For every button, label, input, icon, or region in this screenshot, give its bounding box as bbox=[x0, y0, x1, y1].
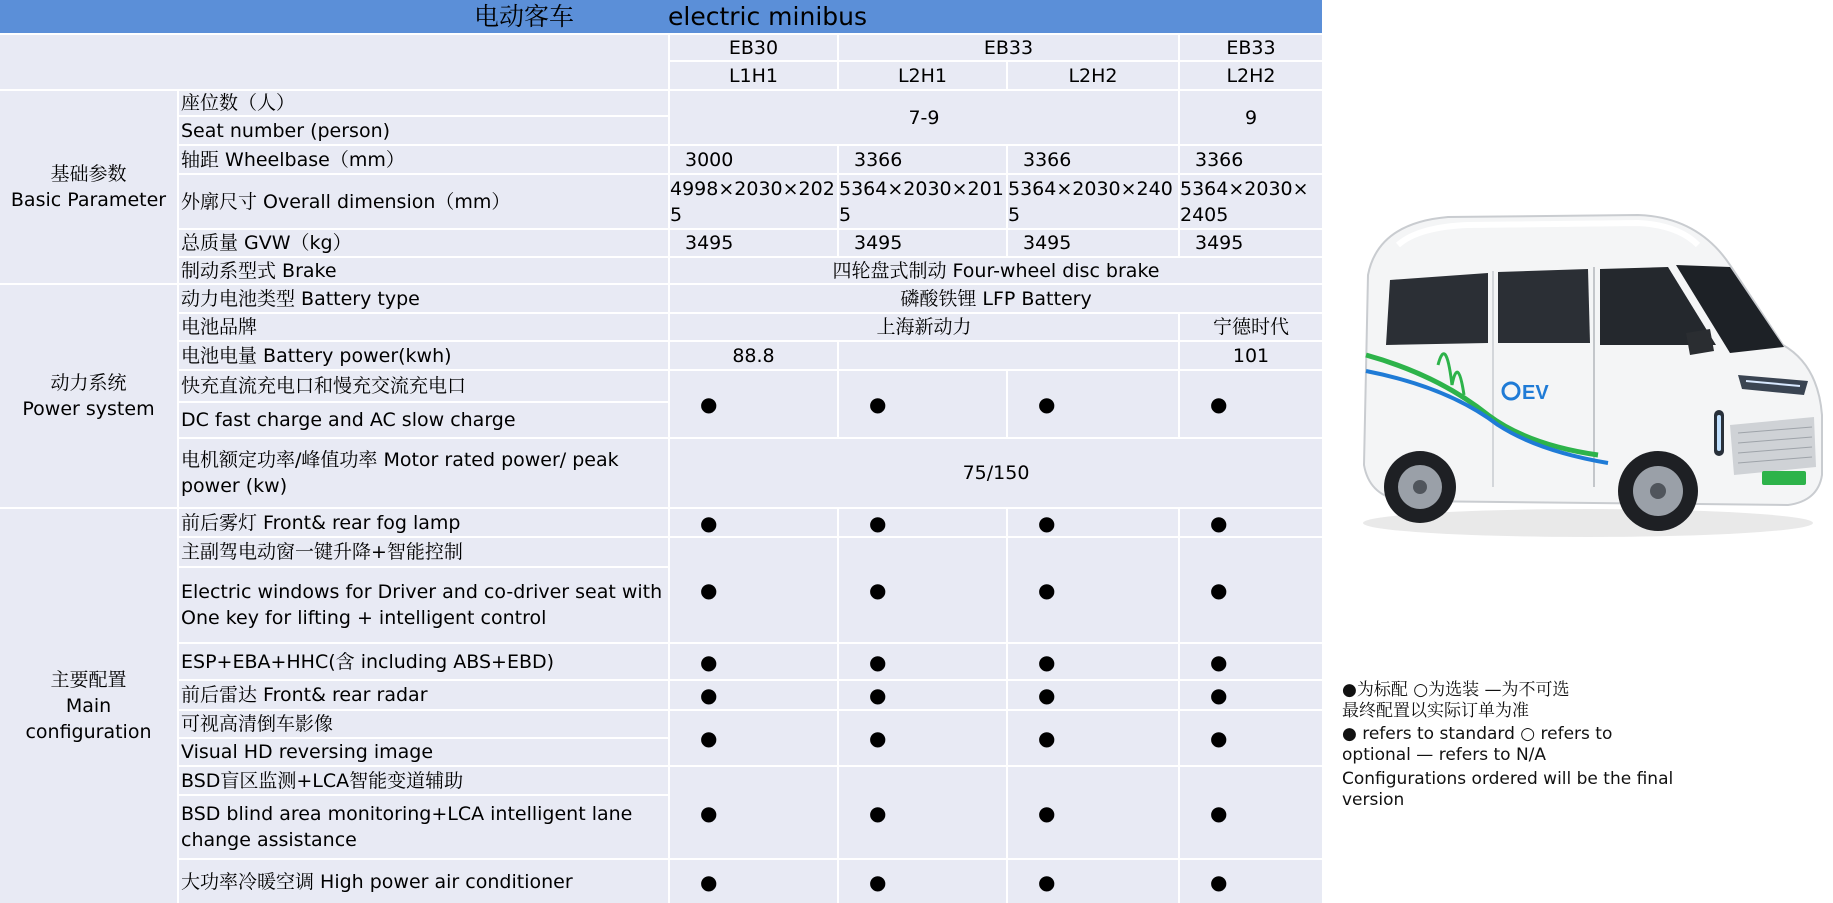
bsd-label-en: BSD blind area monitoring+LCA intelligent lane change assistance bbox=[179, 796, 668, 858]
esp-dot-1: ● bbox=[670, 644, 837, 679]
legend-notes bbox=[1342, 680, 1802, 811]
dimension-value-4: 5364×2030× 2405 bbox=[1180, 175, 1322, 228]
battery-power-value-b: 101 bbox=[1180, 342, 1322, 369]
dimension-value-2: 5364×2030×201 5 bbox=[839, 175, 1006, 228]
reversing-label-en: Visual HD reversing image bbox=[179, 739, 668, 765]
bsd-dot-2: ● bbox=[839, 767, 1006, 858]
wheelbase-value-3: 3366 bbox=[1008, 146, 1178, 173]
esp-label: ESP+EBA+HHC(含 including ABS+EBD) bbox=[179, 644, 668, 679]
variant-3: L2H2 bbox=[1008, 62, 1178, 89]
group-power: 动力系统 Power system bbox=[0, 285, 177, 507]
seat-value-b: 9 bbox=[1180, 91, 1322, 144]
ac-dot-4: ● bbox=[1180, 860, 1322, 903]
fog-label: 前后雾灯 Front& rear fog lamp bbox=[179, 509, 668, 536]
dimension-value-3: 5364×2030×240 5 bbox=[1008, 175, 1178, 228]
ac-dot-3: ● bbox=[1008, 860, 1178, 903]
radar-dot-3: ● bbox=[1008, 681, 1178, 709]
windows-dot-4: ● bbox=[1180, 538, 1322, 642]
charge-dot-3: ● bbox=[1008, 371, 1178, 437]
gvw-label: 总质量 GVW（kg） bbox=[179, 230, 668, 256]
seat-label-cn: 座位数（人） bbox=[179, 91, 668, 115]
variant-1: L1H1 bbox=[670, 62, 837, 89]
gvw-value-4: 3495 bbox=[1180, 230, 1322, 256]
dimension-label: 外廓尺寸 Overall dimension（mm） bbox=[179, 175, 668, 228]
battery-power-blank bbox=[839, 342, 1178, 369]
battery-brand-label: 电池品牌 bbox=[179, 314, 668, 340]
battery-type-value: 磷酸铁锂 LFP Battery bbox=[670, 285, 1322, 312]
legend-line-3: ● refers to standard ○ refers to optional — refers to N/A bbox=[1342, 724, 1613, 765]
battery-power-value: 88.8 bbox=[670, 342, 837, 369]
battery-power-label: 电池电量 Battery power(kwh) bbox=[179, 342, 668, 369]
group-basic: 基础参数 Basic Parameter bbox=[0, 91, 177, 283]
battery-brand-value: 上海新动力 bbox=[670, 314, 1178, 340]
group-main: 主要配置 Main configuration bbox=[0, 509, 177, 903]
fog-dot-1: ● bbox=[670, 509, 837, 536]
wheelbase-value-4: 3366 bbox=[1180, 146, 1322, 173]
title-cn: 电动客车 bbox=[474, 2, 575, 31]
brake-value: 四轮盘式制动 Four-wheel disc brake bbox=[670, 258, 1322, 283]
corner-cell bbox=[0, 35, 668, 89]
charge-dot-1: ● bbox=[670, 371, 837, 437]
wheelbase-value-2: 3366 bbox=[839, 146, 1006, 173]
radar-dot-4: ● bbox=[1180, 681, 1322, 709]
reversing-label-cn: 可视高清倒车影像 bbox=[179, 711, 668, 737]
model-eb30: EB30 bbox=[670, 35, 837, 60]
svg-text:EV: EV bbox=[1522, 382, 1549, 404]
charge-label-cn: 快充直流充电口和慢充交流充电口 bbox=[179, 371, 668, 401]
bsd-dot-4: ● bbox=[1180, 767, 1322, 858]
gvw-value-1: 3495 bbox=[670, 230, 837, 256]
charge-dot-2: ● bbox=[839, 371, 1006, 437]
fog-dot-3: ● bbox=[1008, 509, 1178, 536]
windows-dot-2: ● bbox=[839, 538, 1006, 642]
motor-label: 电机额定功率/峰值功率 Motor rated power/ peak power (kw) bbox=[179, 439, 668, 507]
reversing-dot-4: ● bbox=[1180, 711, 1322, 765]
fog-dot-2: ● bbox=[839, 509, 1006, 536]
radar-label: 前后雷达 Front& rear radar bbox=[179, 681, 668, 709]
model-eb33: EB33 bbox=[839, 35, 1178, 60]
table-header-bar bbox=[0, 0, 1322, 33]
reversing-dot-1: ● bbox=[670, 711, 837, 765]
battery-brand-value-b: 宁德时代 bbox=[1180, 314, 1322, 340]
ac-label: 大功率冷暖空调 High power air conditioner bbox=[179, 860, 668, 903]
charge-dot-4: ● bbox=[1180, 371, 1322, 437]
title-en: electric minibus bbox=[668, 2, 867, 31]
radar-dot-1: ● bbox=[670, 681, 837, 709]
charge-label-en: DC fast charge and AC slow charge bbox=[179, 403, 668, 437]
wheelbase-label: 轴距 Wheelbase（mm） bbox=[179, 146, 668, 173]
motor-value: 75/150 bbox=[670, 439, 1322, 507]
bsd-dot-3: ● bbox=[1008, 767, 1178, 858]
radar-dot-2: ● bbox=[839, 681, 1006, 709]
esp-dot-3: ● bbox=[1008, 644, 1178, 679]
variant-2: L2H1 bbox=[839, 62, 1006, 89]
wheelbase-value-1: 3000 bbox=[670, 146, 837, 173]
dimension-value-1: 4998×2030×202 5 bbox=[670, 175, 837, 228]
gvw-value-2: 3495 bbox=[839, 230, 1006, 256]
windows-label-cn: 主副驾电动窗一键升降+智能控制 bbox=[179, 538, 668, 566]
variant-4: L2H2 bbox=[1180, 62, 1322, 89]
gvw-value-3: 3495 bbox=[1008, 230, 1178, 256]
legend-line-2: 最终配置以实际订单为准 bbox=[1342, 701, 1529, 721]
fog-dot-4: ● bbox=[1180, 509, 1322, 536]
reversing-dot-2: ● bbox=[839, 711, 1006, 765]
minibus-image bbox=[1338, 205, 1828, 545]
seat-value: 7-9 bbox=[670, 91, 1178, 144]
esp-dot-2: ● bbox=[839, 644, 1006, 679]
brake-label: 制动系型式 Brake bbox=[179, 258, 668, 283]
model-eb33-b: EB33 bbox=[1180, 35, 1322, 60]
battery-type-label: 动力电池类型 Battery type bbox=[179, 285, 668, 312]
bsd-label-cn: BSD盲区监测+LCA智能变道辅助 bbox=[179, 767, 668, 794]
esp-dot-4: ● bbox=[1180, 644, 1322, 679]
reversing-dot-3: ● bbox=[1008, 711, 1178, 765]
windows-label-en: Electric windows for Driver and co-driver seat with One key for lifting + intelligent control bbox=[179, 568, 668, 642]
windows-dot-3: ● bbox=[1008, 538, 1178, 642]
bsd-dot-1: ● bbox=[670, 767, 837, 858]
windows-dot-1: ● bbox=[670, 538, 837, 642]
legend-line-1: ●为标配 ○为选装 —为不可选 bbox=[1342, 680, 1570, 700]
ac-dot-1: ● bbox=[670, 860, 837, 903]
legend-line-4: Configurations ordered will be the final version bbox=[1342, 769, 1674, 810]
ac-dot-2: ● bbox=[839, 860, 1006, 903]
seat-label-en: Seat number (person) bbox=[179, 117, 668, 144]
